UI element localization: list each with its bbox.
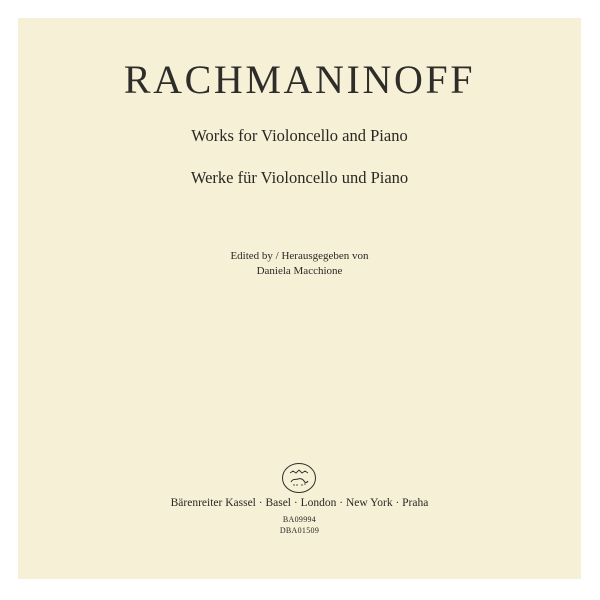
editor-name: Daniela Macchione bbox=[256, 265, 343, 277]
composer-name: RACHMANINOFF bbox=[123, 57, 476, 102]
publisher-line: Bärenreiter Kassel · Basel · London · New York · Praha bbox=[170, 497, 429, 509]
title-english: Works for Violoncello and Piano bbox=[191, 126, 408, 145]
cover-sheet bbox=[18, 18, 581, 579]
title-german: Werke für Violoncello und Piano bbox=[190, 168, 409, 187]
catalog-number-secondary: DBA01509 bbox=[279, 526, 320, 535]
catalog-number: BA09994 bbox=[282, 515, 317, 524]
edited-by-label: Edited by / Herausgegeben von bbox=[230, 250, 369, 262]
baerenreiter-logo-icon bbox=[281, 462, 317, 494]
